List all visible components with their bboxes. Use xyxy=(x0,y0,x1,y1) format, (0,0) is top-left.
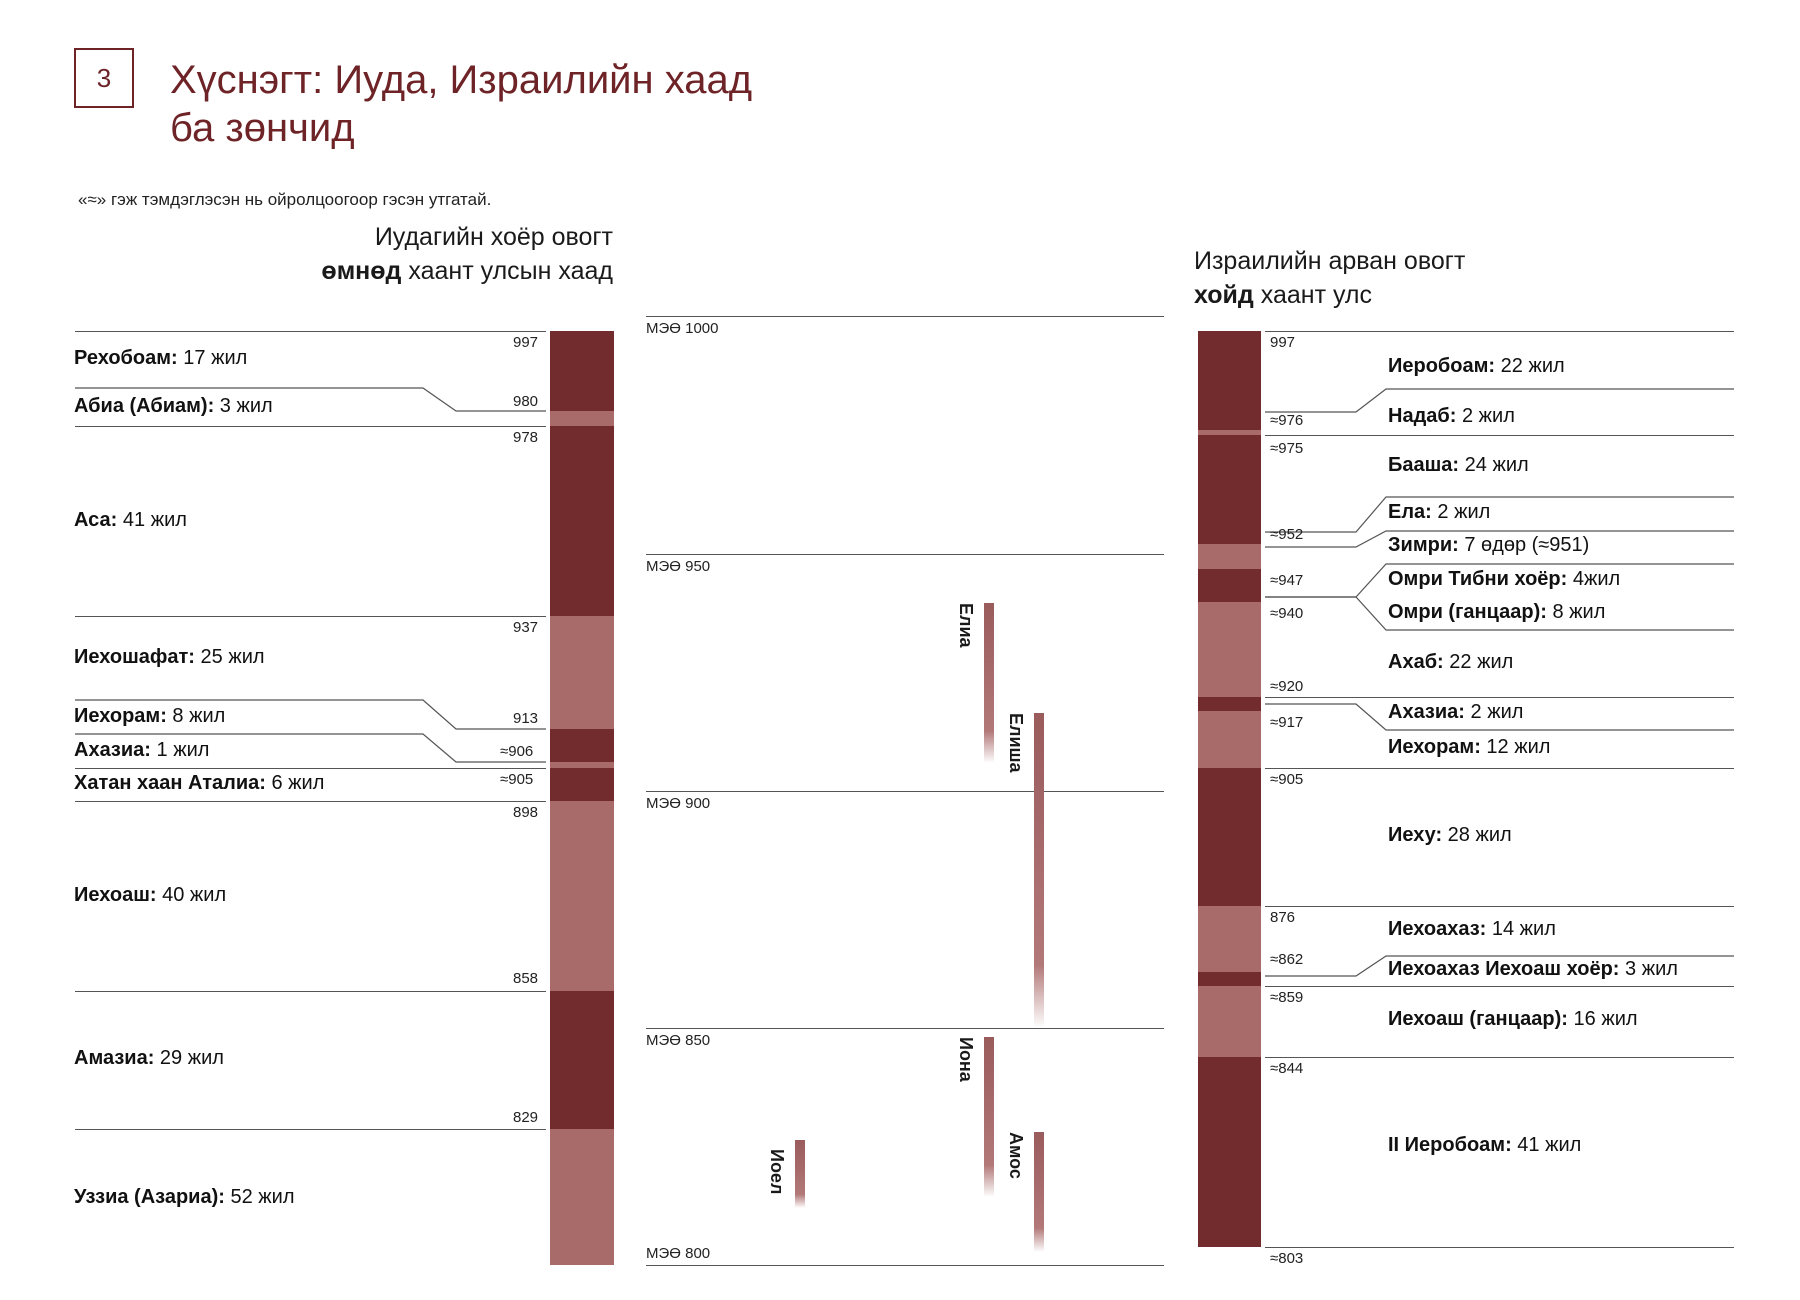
prophet-name-elijah: Елиа xyxy=(956,603,976,648)
israel-year: ≈975 xyxy=(1270,440,1304,457)
israel-heading-line1: Израилийн арван овогт xyxy=(1194,247,1466,275)
prophet-name-jonah: Иона xyxy=(956,1037,976,1082)
judah-line xyxy=(75,768,546,769)
scale-label: МЭӨ 800 xyxy=(646,1245,711,1262)
judah-king: Ахазиа: 1 жил xyxy=(74,739,210,761)
judah-line xyxy=(75,331,546,332)
israel-line xyxy=(1265,768,1734,769)
israel-king: II Иеробоам: 41 жил xyxy=(1388,1134,1582,1156)
judah-year: 913 xyxy=(513,710,539,727)
judah-king: Аса: 41 жил xyxy=(74,509,187,531)
israel-king: Надаб: 2 жил xyxy=(1388,405,1515,427)
israel-line xyxy=(1265,906,1734,907)
prophet-bar-joel xyxy=(795,1140,805,1208)
prophet-name-elisha: Елиша xyxy=(1006,713,1026,773)
israel-year: ≈844 xyxy=(1270,1060,1304,1077)
israel-king: Ахазиа: 2 жил xyxy=(1388,701,1524,723)
israel-reign-bar xyxy=(1198,331,1261,430)
judah-year: ≈905 xyxy=(500,771,534,788)
israel-year: 997 xyxy=(1270,334,1296,351)
israel-king: Ахаб: 22 жил xyxy=(1388,651,1514,673)
israel-year: ≈859 xyxy=(1270,989,1304,1006)
israel-king: Омри (ганцаар): 8 жил xyxy=(1388,601,1606,623)
judah-line xyxy=(75,991,546,992)
israel-king: Ела: 2 жил xyxy=(1388,501,1491,523)
israel-reign-bar xyxy=(1198,1057,1261,1247)
israel-king: Иехорам: 12 жил xyxy=(1388,736,1551,758)
judah-king: Иехоаш: 40 жил xyxy=(74,884,227,906)
prophet-bar-elisha xyxy=(1034,713,1044,1028)
judah-heading-rest: хаант улсын хаад xyxy=(401,257,613,285)
israel-reign-bar xyxy=(1198,435,1261,544)
judah-year: ≈906 xyxy=(500,743,534,760)
judah-king: Уззиа (Азариа): 52 жил xyxy=(74,1186,295,1208)
israel-king: Омри Тибни хоёр: 4жил xyxy=(1388,568,1621,590)
israel-king: Иеху: 28 жил xyxy=(1388,824,1512,846)
judah-year: 937 xyxy=(513,619,539,636)
scale-line xyxy=(646,791,1164,792)
judah-king: Амазиа: 29 жил xyxy=(74,1047,224,1069)
israel-reign-bar xyxy=(1198,697,1261,711)
prophet-bar-elijah xyxy=(984,603,994,763)
israel-line xyxy=(1265,697,1734,698)
israel-year: ≈976 xyxy=(1270,412,1304,429)
scale-label: МЭӨ 850 xyxy=(646,1032,711,1049)
judah-reign-bar xyxy=(550,991,614,1129)
judah-king: Абиа (Абиам): 3 жил xyxy=(74,395,273,417)
judah-year: 829 xyxy=(513,1109,539,1126)
israel-year: ≈905 xyxy=(1270,771,1304,788)
judah-year: 997 xyxy=(513,334,539,351)
israel-king: Иехоахаз Иехоаш хоёр: 3 жил xyxy=(1388,958,1678,980)
israel-reign-bar xyxy=(1198,569,1261,602)
judah-king: Хатан хаан Аталиа: 6 жил xyxy=(74,772,325,794)
israel-reign-bar xyxy=(1198,711,1261,768)
judah-reign-bar xyxy=(550,411,614,426)
judah-year: 980 xyxy=(513,393,539,410)
scale-line xyxy=(646,1265,1164,1266)
israel-reign-bar xyxy=(1198,768,1261,906)
scale-label: МЭӨ 950 xyxy=(646,558,711,575)
judah-line xyxy=(75,426,546,427)
judah-king: Рехобоам: 17 жил xyxy=(74,347,248,369)
israel-king: Иехоаш (ганцаар): 16 жил xyxy=(1388,1008,1638,1030)
judah-king: Иехошафат: 25 жил xyxy=(74,646,265,668)
scale-line xyxy=(646,554,1164,555)
israel-reign-bar xyxy=(1198,602,1261,697)
israel-king: Зимри: 7 өдөр (≈951) xyxy=(1388,534,1590,556)
judah-heading-bold: өмнөд xyxy=(321,257,402,285)
israel-year: ≈940 xyxy=(1270,605,1304,622)
israel-reign-bar xyxy=(1198,906,1261,972)
israel-line xyxy=(1265,331,1734,332)
judah-heading-line1: Иудагийн хоёр овогт xyxy=(374,223,613,251)
judah-reign-bar xyxy=(550,1129,614,1265)
judah-line xyxy=(75,1129,546,1130)
israel-line xyxy=(1265,986,1734,987)
israel-reign-bar xyxy=(1198,986,1261,1057)
israel-year: ≈952 xyxy=(1270,526,1304,543)
israel-king: Иехоахаз: 14 жил xyxy=(1388,918,1556,940)
judah-year: 978 xyxy=(513,429,539,446)
israel-line xyxy=(1265,435,1734,436)
israel-year: ≈947 xyxy=(1270,572,1304,589)
israel-line xyxy=(1265,1057,1734,1058)
prophet-bar-amos xyxy=(1034,1132,1044,1252)
scale-label: МЭӨ 900 xyxy=(646,795,711,812)
scale-line xyxy=(646,1028,1164,1029)
israel-year: 876 xyxy=(1270,909,1296,926)
israel-heading-rest: хаант улс xyxy=(1253,281,1373,309)
scale-label: МЭӨ 1000 xyxy=(646,320,719,337)
judah-line xyxy=(75,616,546,617)
israel-year: ≈917 xyxy=(1270,714,1304,731)
approx-note: «≈» гэж тэмдэглэсэн нь ойролцоогоор гэсэн утгатай. xyxy=(78,190,492,209)
prophet-bar-jonah xyxy=(984,1037,994,1197)
judah-king: Иехорам: 8 жил xyxy=(74,705,226,727)
israel-heading-bold: хойд xyxy=(1194,281,1254,309)
israel-connector-ela xyxy=(1265,497,1734,532)
israel-year: ≈920 xyxy=(1270,678,1304,695)
prophet-name-joel: Иоел xyxy=(767,1149,787,1195)
prophet-name-amos: Амос xyxy=(1006,1132,1026,1179)
title-line-1: Хүснэгт: Иуда, Израилийн хаад xyxy=(170,58,753,102)
israel-king: Иеробоам: 22 жил xyxy=(1388,355,1565,377)
judah-line xyxy=(75,801,546,802)
israel-reign-bar xyxy=(1198,972,1261,986)
judah-year: 858 xyxy=(513,970,539,987)
section-number: 3 xyxy=(96,62,112,93)
israel-king: Бааша: 24 жил xyxy=(1388,454,1529,476)
judah-reign-bar xyxy=(550,729,614,762)
israel-reign-bar xyxy=(1198,549,1261,569)
judah-reign-bar xyxy=(550,768,614,801)
scale-line xyxy=(646,316,1164,317)
israel-year: ≈803 xyxy=(1270,1250,1304,1267)
israel-year: ≈862 xyxy=(1270,951,1304,968)
judah-reign-bar xyxy=(550,616,614,729)
judah-reign-bar xyxy=(550,331,614,411)
title-line-2: ба зөнчид xyxy=(170,106,355,150)
judah-year: 898 xyxy=(513,804,539,821)
judah-reign-bar xyxy=(550,801,614,991)
israel-line xyxy=(1265,1247,1734,1248)
judah-reign-bar xyxy=(550,426,614,616)
